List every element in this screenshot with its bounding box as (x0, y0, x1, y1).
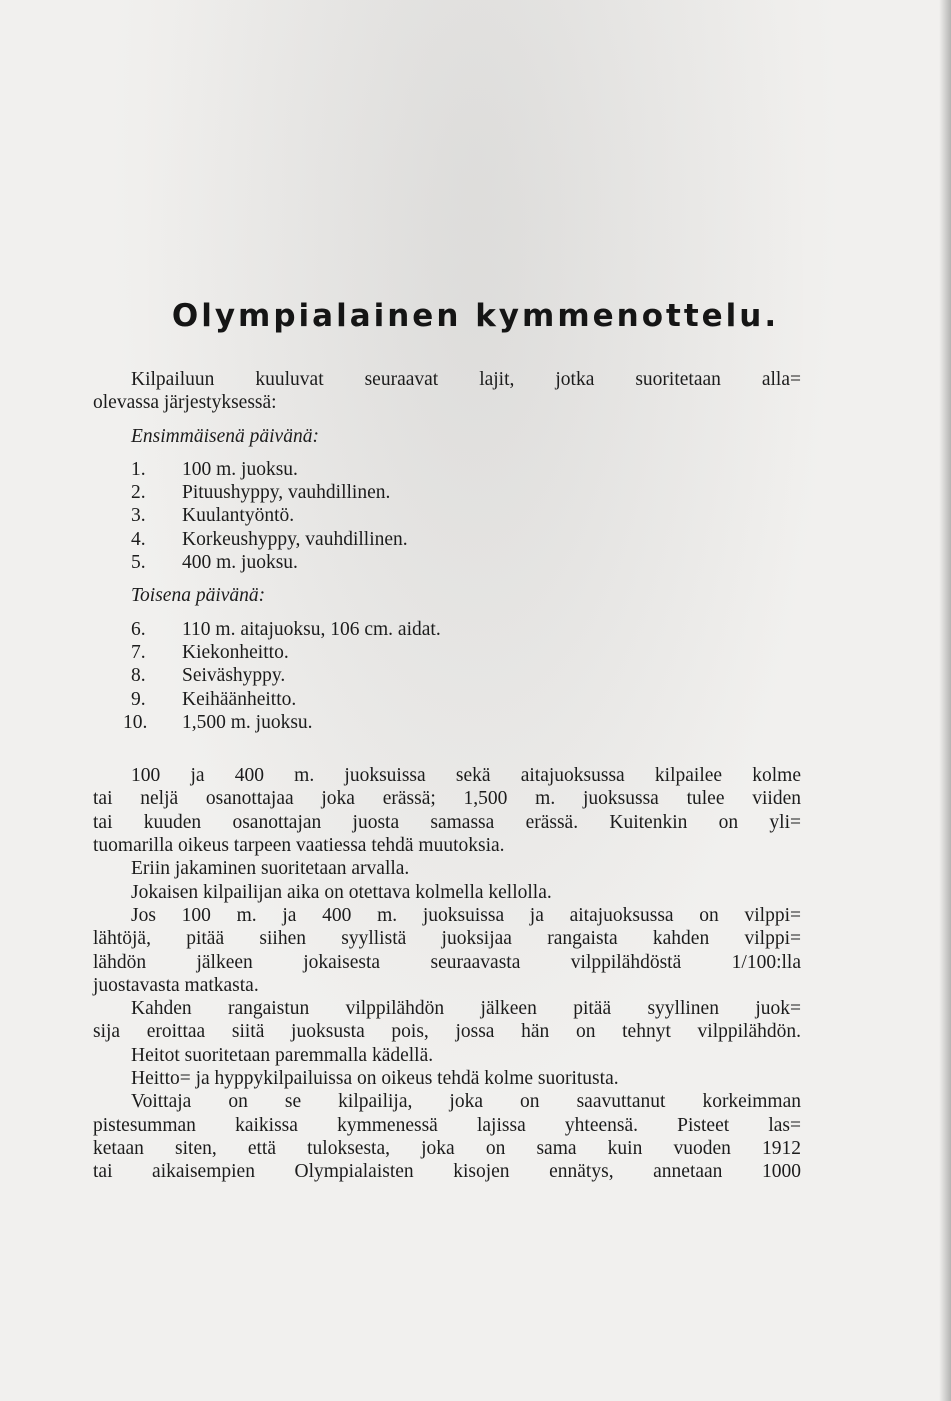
list-item (93, 458, 801, 481)
list-item-text: Korkeushyppy, vauhdillinen. (182, 528, 408, 550)
list-item-text: 1,500 m. juoksu. (182, 711, 313, 733)
list-item-number: 3. (131, 505, 146, 527)
rules-line: Jokaisen kilpailijan aika on otettava kolmella kellolla. (131, 881, 552, 903)
page-title: Olympialainen kymmenottelu. (171, 298, 780, 334)
list-item (93, 528, 801, 551)
list-item-number: 6. (131, 618, 146, 640)
day2-list (93, 618, 801, 734)
list-item-number: 1. (131, 458, 146, 480)
list-item-text: 100 m. juoksu. (182, 458, 298, 480)
list-item-text: Keihäänheitto. (182, 688, 297, 710)
list-item-text: Kuulantyöntö. (182, 505, 295, 527)
rules-line: ketaan siten, että tuloksesta, joka on sama kuin vuoden 1912 (93, 1137, 801, 1159)
list-item (93, 688, 801, 711)
list-item-number: 7. (131, 641, 146, 663)
intro-line: Kilpailuun kuuluvat seuraavat lajit, jotka suoritetaan alla= (131, 369, 801, 390)
list-item (93, 551, 801, 574)
rules-line: Jos 100 m. ja 400 m. juoksuissa ja aitajuoksussa on vilppi= (131, 904, 801, 926)
list-item (93, 481, 801, 504)
rules-line: tai kuuden osanottajan juosta samassa erässä. Kuitenkin on yli= (93, 811, 801, 833)
list-item-number: 8. (131, 665, 146, 687)
rules-line: tai neljä osanottajaa joka erässä; 1,500 m. juoksussa tulee viiden (93, 788, 801, 810)
list-item-number: 10. (123, 711, 148, 733)
page-edge-shadow (939, 0, 951, 1401)
rules-line: 100 ja 400 m. juoksuissa sekä aitajuoksussa kilpailee kolme (131, 765, 801, 787)
rules-line: sija eroittaa siitä juoksusta pois, jossa hän on tehnyt vilppilähdön. (93, 1021, 801, 1043)
list-item (93, 711, 801, 734)
rules-line: Kahden rangaistun vilppilähdön jälkeen pitää syyllinen juok= (131, 998, 801, 1020)
rules-line: lähtöjä, pitää siihen syyllistä juoksijaa rangaista kahden vilppi= (93, 928, 801, 950)
day2-heading: Toisena päivänä: (131, 585, 266, 607)
rules-line: Heitto= ja hyppykilpailuissa on oikeus tehdä kolme suoritusta. (131, 1068, 619, 1090)
list-item (93, 504, 801, 527)
rules-line: tai aikaisempien Olympialaisten kisojen ennätys, annetaan 1000 (93, 1161, 801, 1183)
rules-section (93, 764, 801, 1183)
rules-line: pistesumman kaikissa kymmenessä lajissa yhteensä. Pisteet las= (93, 1114, 801, 1136)
list-item-text: Seiväshyppy. (182, 665, 286, 687)
day1-list (93, 458, 801, 574)
list-item-number: 4. (131, 528, 146, 550)
rules-line: Heitot suoritetaan paremmalla kädellä. (131, 1044, 434, 1066)
rules-line: tuomarilla oikeus tarpeen vaatiessa tehdä muutoksia. (93, 835, 505, 857)
list-item-text: 400 m. juoksu. (182, 552, 298, 574)
rules-line: Eriin jakaminen suoritetaan arvalla. (131, 858, 410, 880)
document-body (93, 368, 801, 1184)
rules-line: lähdön jälkeen jokaisesta seuraavasta vilppilähdöstä 1/100:lla (93, 951, 801, 973)
list-item-text: 110 m. aitajuoksu, 106 cm. aidat. (182, 618, 441, 640)
list-item-number: 5. (131, 552, 146, 574)
list-item (93, 664, 801, 687)
list-item-number: 2. (131, 482, 146, 504)
rules-line: Voittaja on se kilpailija, joka on saavuttanut korkeimman (131, 1091, 801, 1113)
list-item-number: 9. (131, 688, 146, 710)
list-item (93, 618, 801, 641)
list-item-text: Kiekonheitto. (182, 641, 289, 663)
rules-line: juostavasta matkasta. (93, 974, 259, 996)
day1-heading: Ensimmäisenä päivänä: (131, 425, 319, 447)
list-item-text: Pituushyppy, vauhdillinen. (182, 482, 391, 504)
intro-line: olevassa järjestyksessä: (93, 392, 277, 414)
list-item (93, 641, 801, 664)
